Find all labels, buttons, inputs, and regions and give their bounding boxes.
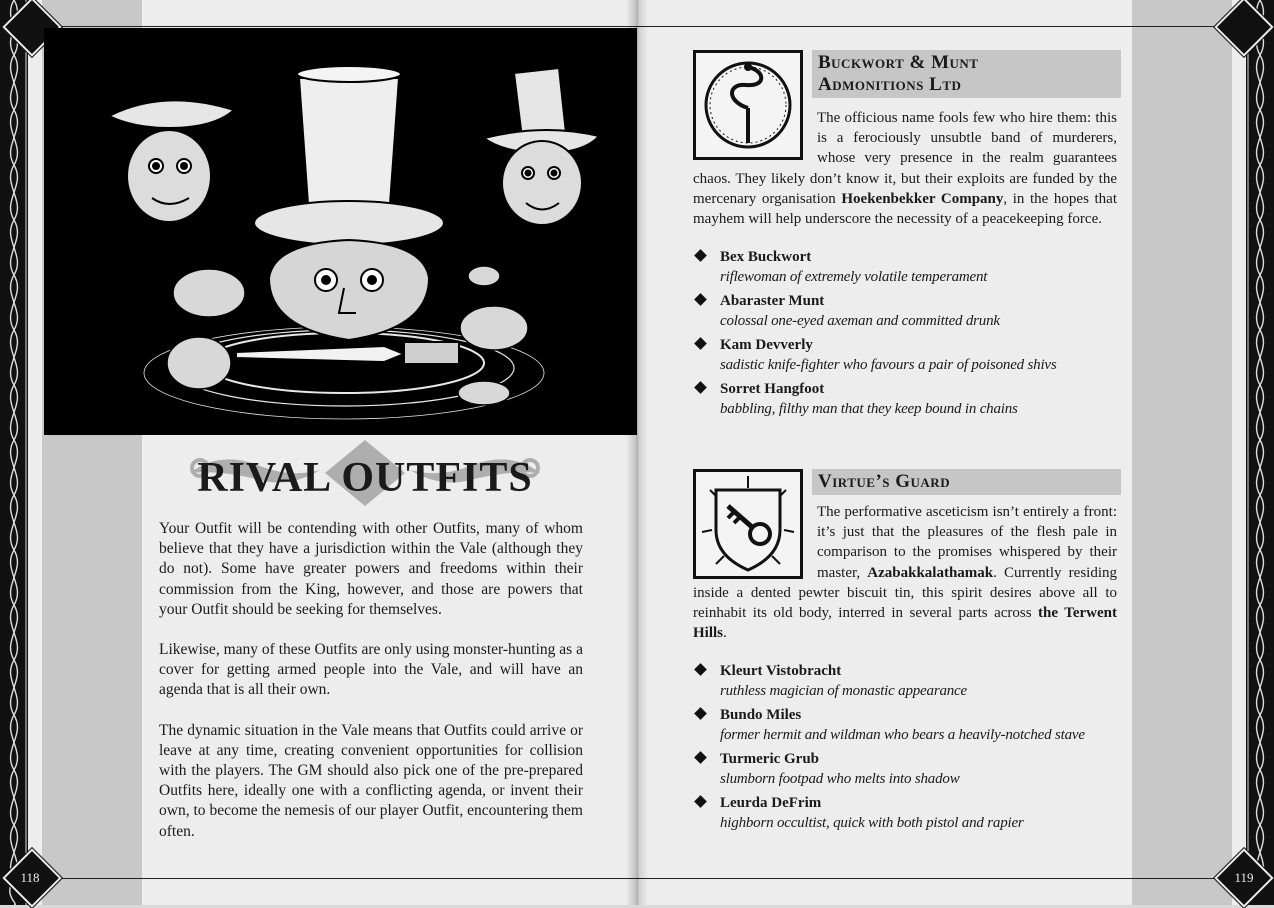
list-item (693, 291, 1117, 331)
outfit-heading (812, 50, 1121, 98)
page-title: RIVAL OUTFITS (197, 455, 533, 501)
description-text: . (723, 625, 727, 642)
description-text: . Currently residing inside a dented pewter biscuit tin, this spirit desires above all to reinhabit its old body, interred in several parts across (693, 564, 1117, 622)
list-item (693, 749, 1117, 789)
member-role: babbling, filthy man that they keep bound in chains (720, 401, 1018, 418)
diamond-bullet-icon (694, 337, 707, 350)
ornamental-border-left (0, 0, 28, 905)
member-name: Leurda DeFrim (720, 795, 822, 812)
list-item (693, 247, 1117, 287)
spirit-name: Azabakkalathamak (867, 564, 994, 581)
outfit-entry-buckwort-munt (693, 50, 1117, 423)
intro-text (159, 519, 583, 862)
outfit-name-line: Virtue’s Guard (818, 471, 951, 492)
grey-band (1132, 0, 1232, 905)
place-name: the Terwent Hills (693, 605, 1117, 642)
key-shield-icon (693, 469, 803, 579)
member-role: highborn occultist, quick with both pistol and rapier (720, 815, 1024, 832)
ornamental-border-right (1246, 0, 1274, 905)
frame-line (28, 26, 637, 27)
paragraph: The dynamic situation in the Vale means that Outfits could arrive or leave at any time, creating convenient opportunities for collision with the players. The GM should also pick one of the pre-prepared Outfits here, ideally one with a conflicting agenda, or invent their own, to become the nemesis of our player Outfit, encountering them often. (159, 721, 583, 840)
diamond-bullet-icon (694, 293, 707, 306)
member-role: ruthless magician of monastic appearance (720, 683, 967, 700)
description-text: The performative asceticism isn’t entirely a front: it’s just that the pleasures of the flesh pale in comparison to the promises whispered by their master, (817, 504, 1117, 581)
page-number-right: 119 (1234, 870, 1254, 885)
list-item (693, 793, 1117, 833)
paragraph: Your Outfit will be contending with other Outfits, many of whom believe that they have a jurisdiction within the Vale (although they do not). Some have greater powers and freedoms within their commission from the King, however, and those are powers that your Outfit should be seeking for themselves. (159, 520, 583, 618)
member-role: slumborn footpad who melts into shadow (720, 771, 960, 788)
diamond-bullet-icon (694, 664, 707, 677)
serpent-dagger-icon (693, 50, 803, 160)
member-name: Abaraster Munt (720, 293, 825, 310)
diamond-bullet-icon (694, 708, 707, 721)
member-name: Turmeric Grub (720, 751, 820, 768)
member-role: former hermit and wildman who bears a heavily-notched stave (720, 727, 1085, 744)
frame-line (637, 878, 1246, 879)
list-item (693, 335, 1117, 375)
description-text: The officious name fools few who hire them: this is a ferociously unsubtle band of murderers, whose very presence in the realm guarantees chaos. They likely don’t know it, but their exploits are funded by the mercenary organisation (693, 110, 1117, 207)
diamond-bullet-icon (694, 381, 707, 394)
member-role: sadistic knife-fighter who favours a pair of poisoned shivs (720, 357, 1057, 374)
member-list (693, 661, 1117, 833)
diamond-bullet-icon (694, 752, 707, 765)
diamond-bullet-icon (694, 249, 707, 262)
member-name: Bundo Miles (720, 707, 802, 724)
frame-line (637, 26, 1246, 27)
member-role: colossal one-eyed axeman and committed drunk (720, 313, 1000, 330)
member-name: Kleurt Vistobracht (720, 663, 842, 680)
frame-line (28, 878, 637, 879)
outfit-name-line: Buckwort & Munt (818, 52, 979, 73)
paragraph: Likewise, many of these Outfits are only using monster-hunting as a cover for getting armed people into the Vale, and will have an agenda that is all their own. (159, 641, 583, 699)
member-role: riflewoman of extremely volatile temperament (720, 269, 988, 286)
outfit-entry-virtues-guard (693, 469, 1117, 837)
member-list (693, 247, 1117, 419)
outfit-name-line: Admonitions Ltd (818, 74, 962, 95)
outfit-heading (812, 469, 1121, 495)
member-name: Bex Buckwort (720, 249, 812, 266)
title-ornament (180, 440, 550, 506)
diamond-bullet-icon (694, 796, 707, 809)
woodcut-illustration (44, 28, 637, 435)
page-number-left: 118 (20, 870, 40, 885)
member-name: Sorret Hangfoot (720, 381, 825, 398)
list-item (693, 705, 1117, 745)
list-item (693, 661, 1117, 701)
member-name: Kam Devverly (720, 337, 813, 354)
list-item (693, 379, 1117, 419)
description-text: , in the hopes that mayhem will help underscore the necessity of a peacekeeping force. (693, 190, 1118, 228)
organisation-name: Hoekenbekker Company (841, 190, 1004, 207)
